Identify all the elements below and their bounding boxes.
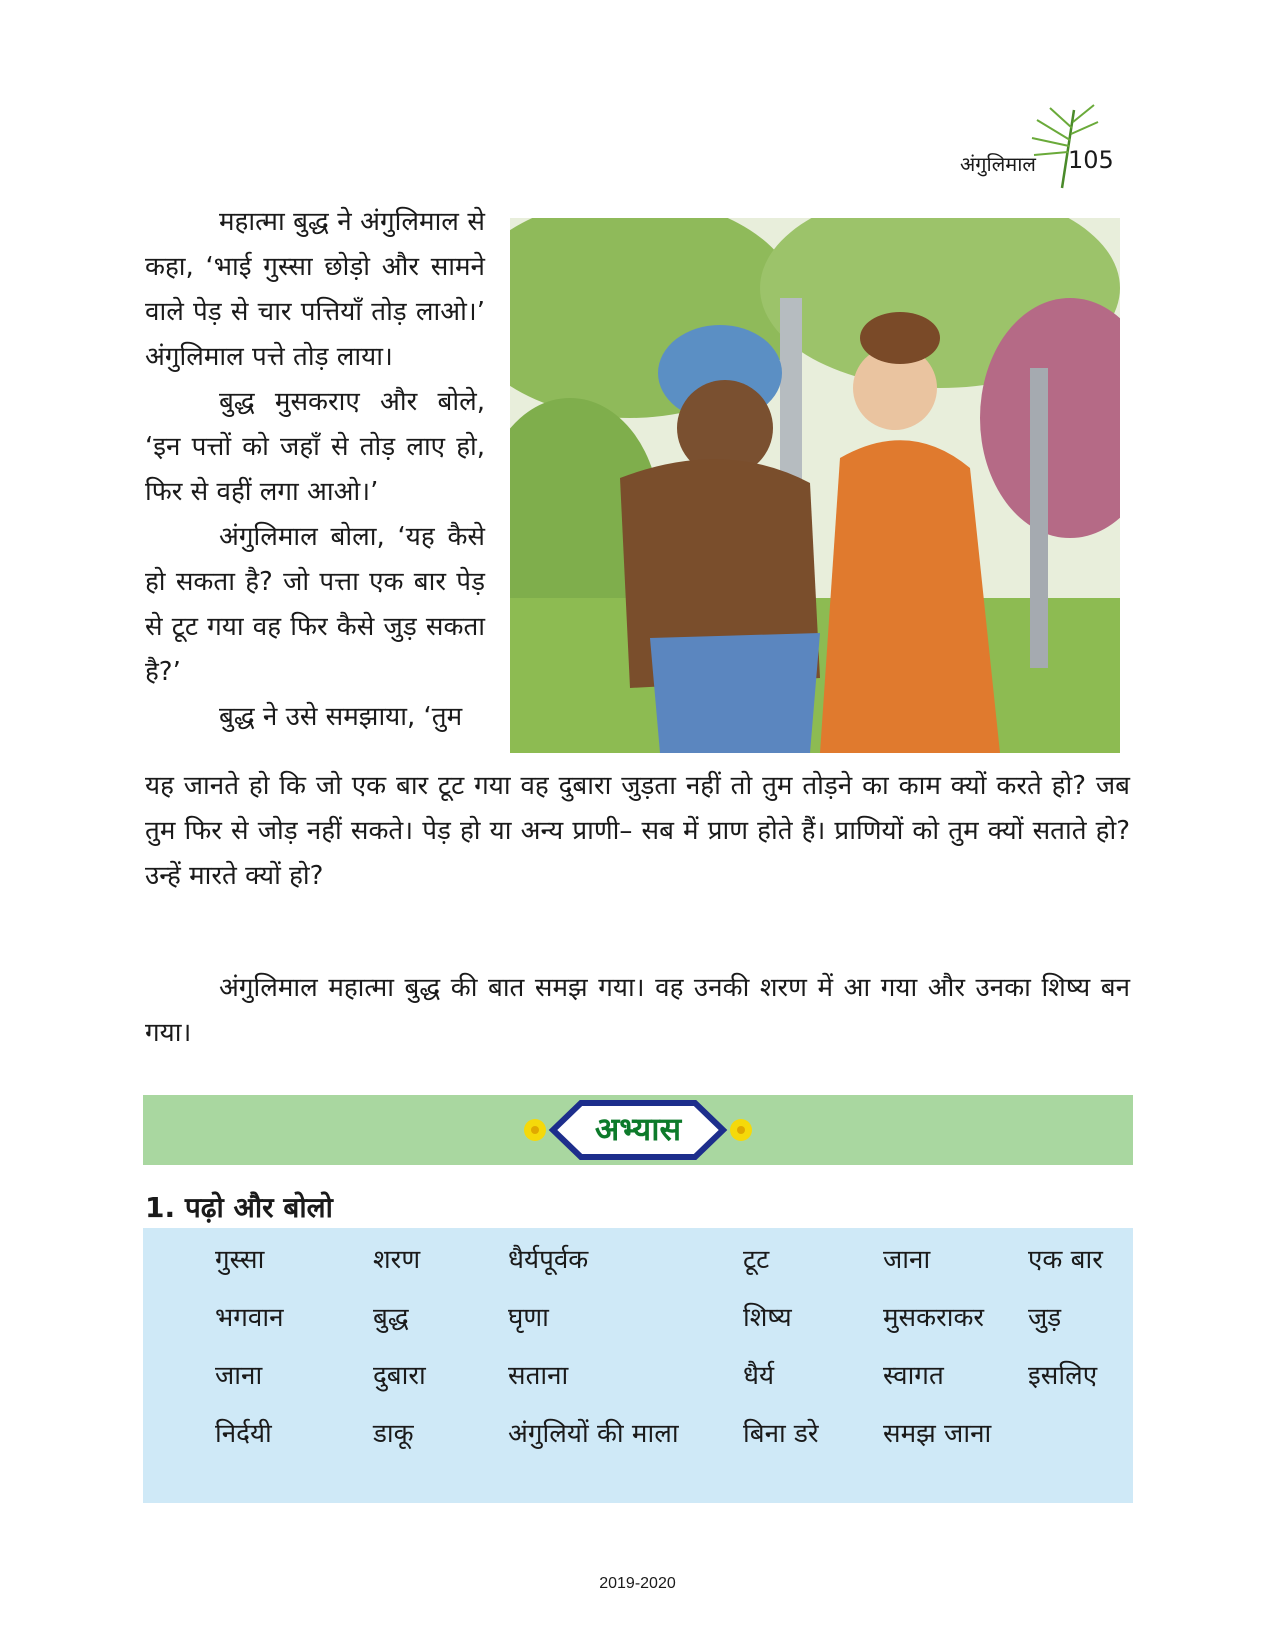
- word-item: बुद्ध: [373, 1303, 409, 1333]
- word-item: सताना: [508, 1361, 569, 1391]
- word-item: अंगुलियों की माला: [508, 1419, 679, 1449]
- story-paragraph: यह जानते हो कि जो एक बार टूट गया वह दुबारा जुड़ता नहीं तो तुम तोड़ने का काम क्यों करते हो? जब तुम फिर से जोड़ नहीं सकते। पेड़ हो या अन्य प्राणी– सब में प्राण होते हैं। प्राणियों को तुम क्यों सताते हो? उन्हें मारते क्यों हो?: [145, 771, 1130, 891]
- word-item: धैर्यपूर्वक: [508, 1245, 589, 1275]
- story-paragraph: बुद्ध ने उसे समझाया, ‘तुम: [219, 702, 463, 732]
- word-item: धैर्य: [743, 1361, 775, 1391]
- word-item: टूट: [743, 1245, 770, 1275]
- word-item: एक बार: [1028, 1245, 1103, 1275]
- story-illustration: [510, 218, 1120, 753]
- word-item: जुड़: [1028, 1303, 1062, 1333]
- page-number: 105: [1068, 146, 1114, 174]
- word-item: घृणा: [508, 1303, 549, 1333]
- word-item: मुसकराकर: [883, 1303, 985, 1333]
- word-item: समझ जाना: [883, 1419, 992, 1449]
- story-paragraph: अंगुलिमाल बोला, ‘यह कैसे हो सकता है? जो पत्ता एक बार पेड़ से टूट गया वह फिर कैसे जुड़ सकता है?’: [145, 522, 485, 687]
- footer-year: 2019-2020: [599, 1575, 676, 1592]
- word-item: निर्दयी: [215, 1419, 272, 1449]
- word-item: स्वागत: [883, 1361, 944, 1391]
- word-item: जाना: [883, 1245, 931, 1275]
- word-item: गुस्सा: [215, 1245, 265, 1275]
- section-heading: 1. पढ़ो और बोलो: [145, 1191, 333, 1224]
- exercise-banner: [143, 1095, 1133, 1165]
- word-grid: [143, 1228, 1133, 1503]
- word-item: बिना डरे: [743, 1419, 819, 1449]
- story-paragraph: महात्मा बुद्ध ने अंगुलिमाल से कहा, ‘भाई गुस्सा छोड़ो और सामने वाले पेड़ से चार पत्तियाँ तोड़ लाओ।’ अंगुलिमाल पत्ते तोड़ लाया।: [145, 207, 485, 372]
- word-item: इसलिए: [1028, 1361, 1098, 1391]
- word-item: शिष्य: [743, 1303, 792, 1333]
- banner-title: अभ्यास: [594, 1110, 682, 1148]
- story-paragraph: बुद्ध मुसकराए और बोले, ‘इन पत्तों को जहाँ से तोड़ लाए हो, फिर से वहीं लगा आओ।’: [145, 387, 485, 507]
- word-item: दुबारा: [373, 1361, 426, 1391]
- chapter-title: अंगुलिमाल: [960, 152, 1036, 176]
- word-item: भगवान: [215, 1303, 284, 1333]
- story-paragraph: अंगुलिमाल महात्मा बुद्ध की बात समझ गया। वह उनकी शरण में आ गया और उनका शिष्य बन गया।: [145, 973, 1130, 1048]
- word-item: डाकू: [373, 1419, 414, 1449]
- page-header: [930, 100, 1140, 180]
- wide-text-block: [145, 764, 1130, 899]
- word-item: शरण: [373, 1245, 421, 1275]
- closing-text-block: [145, 966, 1130, 1056]
- word-item: जाना: [215, 1361, 263, 1391]
- narrow-text-column: [145, 200, 485, 740]
